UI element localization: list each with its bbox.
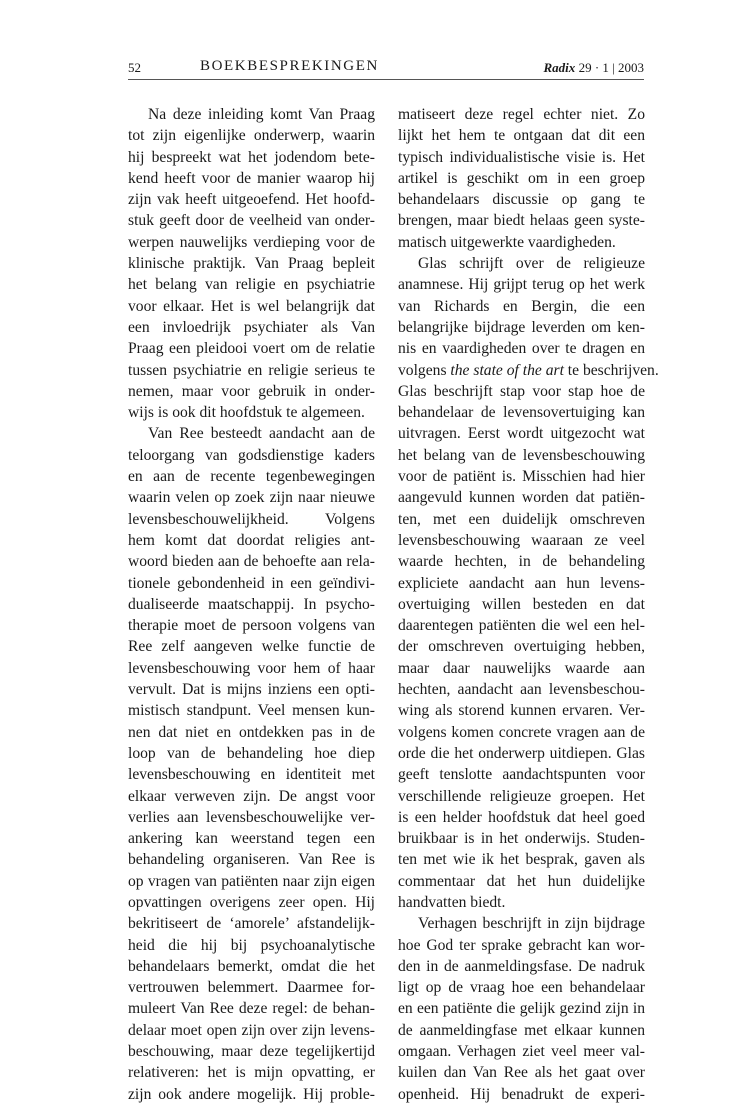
text-line: kuilen dan Van Ree als het gaat over [398,1064,645,1082]
text-line: dualiseerde maatschappij. In psycho- [128,595,375,613]
text-line: mistisch standpunt. Veel mensen kun- [128,702,375,720]
text-line: op vragen van patiënten naar zijn eigen [128,872,375,890]
text-line: verschillende religieuze groepen. Het [398,787,645,805]
text-line: bekritiseert de ‘amorele’ afstandelijk- [128,915,375,933]
text-line: zijn vak heeft uitgeoefend. Het hoofd- [128,191,375,209]
text-line: klinische praktijk. Van Praag bepleit [128,255,375,273]
text-line: verlies aan levensbeschouwelijke ver- [128,808,375,826]
text-line: het belang van de levensbeschouwing [398,446,645,464]
text-line: beschouwing, maar deze tegelijkertijd [128,1043,375,1061]
text-line: openheid. Hij benadrukt de experi- [398,1085,645,1103]
text-line: artikel is geschikt om in een groep [398,169,645,187]
text-line: wing als storend kunnen ervaren. Ver- [398,702,645,720]
text-line: woord bieden aan de behoefte aan rela- [128,553,375,571]
text-line: lijkt het hem te ontgaan dat dit een [398,127,645,145]
text-line: levensbeschouwing voor hem of haar [128,659,375,677]
text-line: hechten, aandacht aan levensbeschou- [398,681,645,699]
text-line: tussen psychiatrie en religie serieus te [128,361,375,379]
text-line: brengen, maar biedt helaas geen syste- [398,212,645,230]
journal-citation [544,60,644,76]
journal-name: Radix [543,60,576,75]
text-line: elkaar verweven zijn. De angst voor [128,787,375,805]
text-line: volgens komen concrete vragen aan de [398,723,645,741]
text-line: ten, met een duidelijk omschreven [398,510,645,528]
text-line: typisch individualistische visie is. Het [398,148,645,166]
text-line: nemen, maar voor gebruik in onder- [128,382,375,400]
text-line: wijs is ook dit hoofdstuk te algemeen. [128,404,365,422]
text-line: voor elkaar. Het is wel belangrijk dat [128,297,375,315]
text-line: Van Ree besteedt aandacht aan de [148,425,375,443]
text-line: belangrijke bijdrage leverden om ken- [398,318,645,336]
text-line: een invloedrijk psychiater als Van [128,318,375,336]
journal-issue: 29 · 1 | 2003 [575,60,644,75]
text-line: vervult. Dat is mijns inziens een opti- [128,681,375,699]
text-line: ankering kan weerstand tegen een [128,830,375,848]
left-column [128,104,375,1105]
text-line: tot zijn eigenlijke onderwerp, waarin [128,127,375,145]
text-line: het belang van religie en psychiatrie [128,276,375,294]
text-line: behandelaars discussie op gang te [398,191,645,209]
text-line: uitvragen. Eerst wordt uitgezocht wat [398,425,645,443]
text-line: werpen nauwelijks verdieping voor de [128,233,375,251]
section-title: BOEKBESPREKINGEN [200,58,379,74]
text-line: commentaar dat het hun duidelijke [398,872,645,890]
text-line: relativeren: het is mijn opvatting, er [128,1064,375,1082]
text-line: waarin velen op zoek zijn naar nieuwe [128,489,375,507]
text-line: en aan de recente tegenbewegingen [128,468,375,486]
text-line: levensbeschouwelijkheid. Volgens [128,510,375,528]
text-line: bruikbaar is in het onderwijs. Studen- [398,830,645,848]
text-line: vertrouwen belemmert. Daarmee for- [128,979,375,997]
text-line: van Richards en Bergin, die een [398,297,645,315]
text-line: maar daar nauwelijks waarde aan [398,659,645,677]
text-line: de aanmeldingfase met elkaar kunnen [398,1021,645,1039]
text-line: hoe God ter sprake gebracht kan wor- [398,936,645,954]
text-line: en een patiënte die gelijk gezind zijn in [398,1000,645,1018]
page-number: 52 [128,60,141,75]
text-line: hij bespreekt wat het jodendom bete- [128,148,375,166]
text-line: anamnese. Hij grijpt terug op het werk [398,276,645,294]
text-line: ligt op de vraag hoe een behandelaar [398,979,645,997]
text-line: hem komt dat doordat religies ant- [128,531,375,549]
italic-phrase: the state of the art [450,361,564,379]
right-column [398,104,659,1105]
text-line: Ree zelf aangeven welke functie de [128,638,375,656]
text-line: den in de aanmeldingsfase. De nadruk [398,957,645,975]
text-line: heid die hij bij psychoanalytische [128,936,375,954]
text-line: voor de patiënt is. Misschien had hier [398,468,645,486]
text-line: behandelaars bemerkt, omdat die het [128,957,375,975]
text-line: Praag een pleidooi voert om de relatie [128,340,375,358]
text-line: kend heeft voor de manier waarop hij [128,169,375,187]
text-line: handvatten biedt. [398,893,506,911]
text-line: matiseert deze regel echter niet. Zo [398,106,645,123]
text-line: matisch uitgewerkte vaardigheden. [398,233,616,251]
running-header [128,58,644,78]
text-line: volgens the state of the art te beschrijven. [398,361,659,379]
text-line: Glas schrijft over de religieuze [418,255,645,273]
text-line: der omschreven overtuiging hebben, [398,638,645,656]
text-line: orde die het onderwerp uitdiepen. Glas [398,744,645,762]
text-line: loop van de behandeling hoe diep [128,744,375,762]
text-line: aangevuld kunnen worden dat patiën- [398,489,645,507]
text-line: Glas beschrijft stap voor stap hoe de [398,382,645,400]
text-line: behandeling organiseren. Van Ree is [128,851,375,869]
text-line: daarentegen patiënten die wel een hel- [398,617,645,635]
text-line: nis en vaardigheden over te dragen en [398,340,645,358]
text-line: geeft tenslotte aandachtspunten voor [398,766,645,784]
text-line: waarde hechten, in de behandeling [398,553,645,571]
text-line: delaar moet open zijn over zijn levens- [128,1021,375,1039]
text-line: ten met wie ik het besprak, gaven als [398,851,645,869]
text-line: levensbeschouwing waaraan ze veel [398,531,645,549]
text-line: overtuiging willen besteden en dat [398,595,645,613]
text-line: muleert Van Ree deze regel: de behan- [128,1000,375,1018]
text-line: is een helder hoofdstuk dat heel goed [398,808,645,826]
text-line: Verhagen beschrijft in zijn bijdrage [418,915,645,933]
text-line: nen dat niet en ontdekken pas in de [128,723,375,741]
text-line: zijn ook andere mogelijk. Hij proble- [128,1085,375,1103]
text-line: levensbeschouwing en identiteit met [128,766,375,784]
text-line: stuk geeft door de veelheid van onder- [128,212,375,230]
text-line: tionele gebondenheid in een geïndivi- [128,574,375,592]
text-line: expliciete aandacht aan hun levens- [398,574,645,592]
text-line: opvattingen overigens zeer open. Hij [128,893,375,911]
text-line: Na deze inleiding komt Van Praag [148,106,375,123]
text-line: teloorgang van godsdienstige kaders [128,446,375,464]
text-line: omgaan. Verhagen ziet veel meer val- [398,1043,645,1061]
text-line: therapie moet de persoon volgens van [128,617,375,635]
header-rule [128,79,644,80]
text-line: behandelaar de levensovertuiging kan [398,404,645,422]
